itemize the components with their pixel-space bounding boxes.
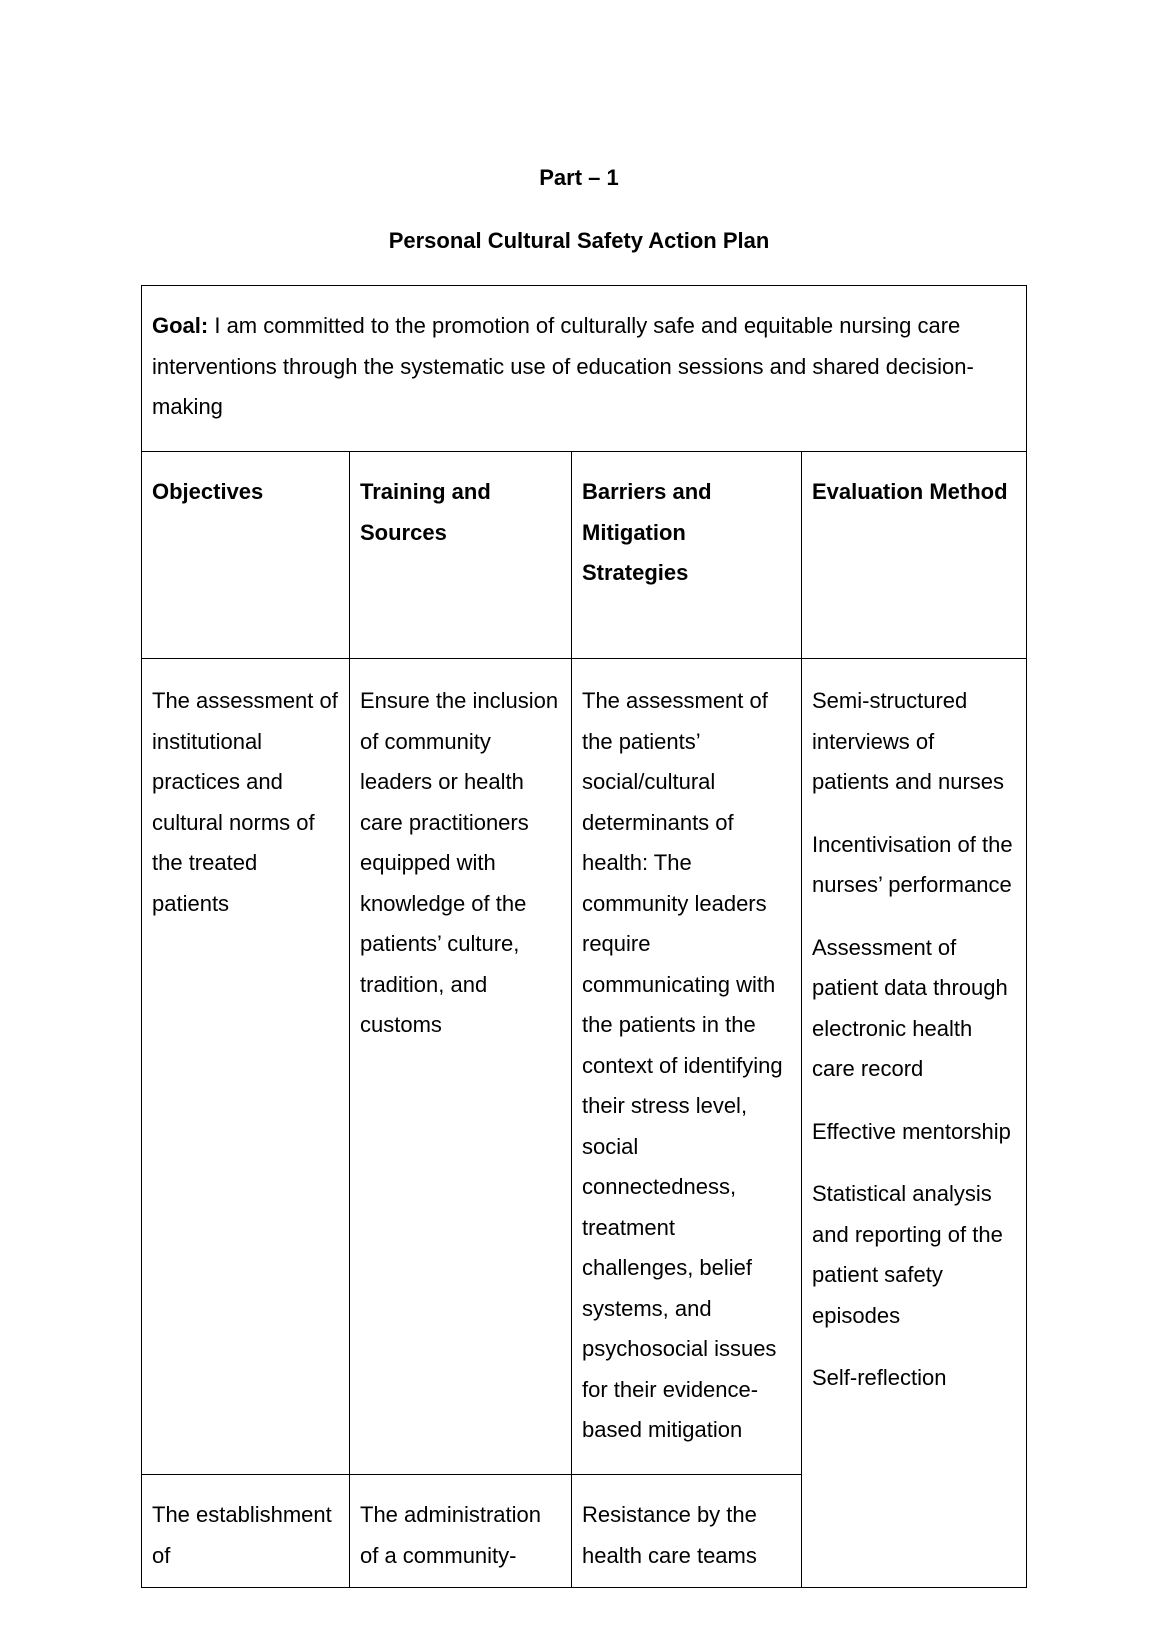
part-heading: Part – 1 (539, 165, 619, 190)
plan-title: Personal Cultural Safety Action Plan (388, 228, 770, 253)
header-row (142, 452, 1027, 659)
training-cell: The administration of a community- (350, 1475, 572, 1588)
objective-cell: The assessment of institutional practices and cultural norms of the treated patients (142, 659, 350, 1475)
goal-cell (142, 286, 1027, 452)
evaluation-item: Effective mentorship (812, 1118, 1011, 1144)
header-training: Training and Sources (350, 452, 572, 659)
evaluation-item: Self-reflection (812, 1365, 947, 1390)
header-objectives: Objectives (142, 452, 350, 659)
goal-label: Goal: (152, 313, 209, 338)
action-plan-table (141, 285, 1027, 1588)
goal-row (142, 286, 1027, 452)
evaluation-item: Semi-structured interviews of patients and nurses (812, 688, 1005, 794)
evaluation-item: Incentivisation of the nurses’ performance (812, 831, 1013, 897)
header-barriers: Barriers and Mitigation Strategies (572, 452, 802, 659)
barrier-cell: The assessment of the patients’ social/cultural determinants of health: The community leaders require communicating with the patients in the context of identifying their stress level, social connectedness, treatment challenges, belief systems, and psychosocial issues for their evidence-based mitigation (572, 659, 802, 1475)
evaluation-item: Assessment of patient data through electronic health care record (812, 934, 1008, 1081)
barrier-cell: Resistance by the health care teams (572, 1475, 802, 1588)
goal-text: I am committed to the promotion of culturally safe and equitable nursing care interventions through the systematic use of education sessions and shared decision-making (152, 313, 974, 419)
objective-cell: The establishment of (142, 1475, 350, 1588)
training-cell: Ensure the inclusion of community leaders or health care practitioners equipped with knowledge of the patients’ culture, tradition, and customs (350, 659, 572, 1475)
evaluation-cell (802, 659, 1027, 1588)
table-row (142, 659, 1027, 1475)
header-evaluation: Evaluation Method (802, 452, 1027, 659)
evaluation-item: Statistical analysis and reporting of the patient safety episodes (812, 1181, 1003, 1328)
